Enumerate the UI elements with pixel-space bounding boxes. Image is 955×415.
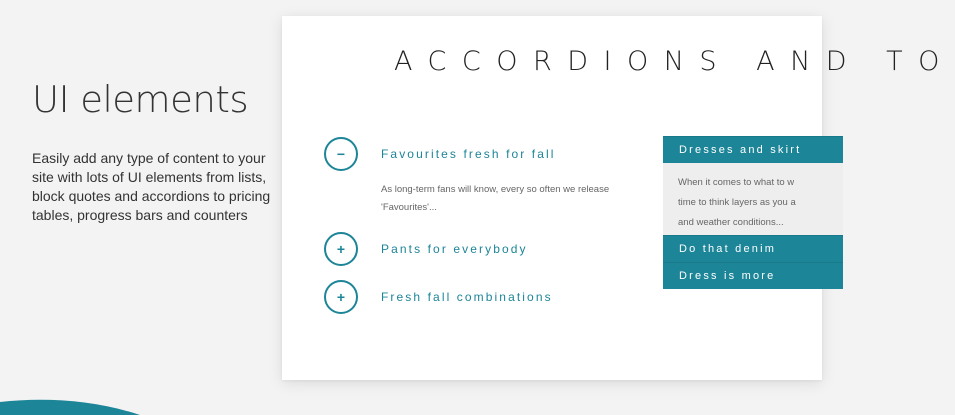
feature-title: UI elements xyxy=(32,78,249,121)
feature-panel xyxy=(32,80,272,225)
toggle-header-dress[interactable]: Dress is more xyxy=(663,262,843,289)
toggle-header-denim[interactable]: Do that denim xyxy=(663,235,843,262)
expand-icon[interactable]: + xyxy=(324,280,358,314)
toggle-header-dresses[interactable]: Dresses and skirt xyxy=(663,136,843,163)
collapse-icon[interactable]: − xyxy=(324,137,358,171)
accordion-content: As long-term fans will know, every so often we release 'Favourites'... xyxy=(381,184,610,213)
toggle-panel xyxy=(663,136,843,289)
toggle-content: When it comes to what to w time to think layers as you a and weather conditions... xyxy=(663,163,843,235)
expand-icon[interactable]: + xyxy=(324,232,358,266)
section-title: ACCORDIONS AND TO xyxy=(394,46,955,77)
accordion-title[interactable]: Pants for everybody xyxy=(381,242,528,256)
decorative-swoosh xyxy=(0,395,140,415)
preview-card xyxy=(282,16,955,380)
accordion-title[interactable]: Favourites fresh for fall xyxy=(381,147,556,161)
accordion-title[interactable]: Fresh fall combinations xyxy=(381,290,553,304)
feature-description: Easily add any type of content to your site with lots of UI elements from lists, block quotes and accordions to pricing tables, progress bars and counters xyxy=(32,149,271,223)
